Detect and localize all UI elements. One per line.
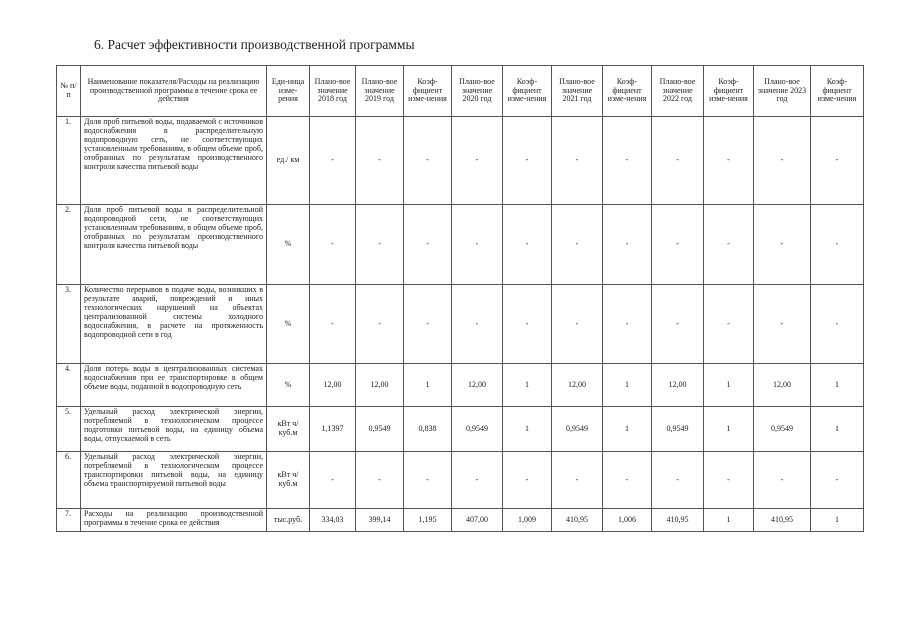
- value-cell: -: [356, 285, 404, 364]
- value-cell: -: [811, 285, 864, 364]
- indicator-name: Удельный расход электрической энергии, потребляемой в технологическом процессе подготовки питьевой воды, на единицу объема воды, отпускаемой в сеть: [81, 407, 267, 452]
- header-cell: Плано-вое значение 2021 год: [552, 66, 603, 117]
- value-cell: 0,9549: [552, 407, 603, 452]
- row-number: 3.: [57, 285, 81, 364]
- value-cell: 1,1397: [310, 407, 356, 452]
- value-cell: 334,03: [310, 509, 356, 532]
- value-cell: -: [356, 205, 404, 285]
- value-cell: -: [603, 205, 652, 285]
- value-cell: 407,00: [452, 509, 503, 532]
- efficiency-table: [56, 65, 864, 532]
- header-cell: Плано-вое значение 2022 год: [652, 66, 704, 117]
- row-number: 1.: [57, 117, 81, 205]
- table-row: [57, 117, 864, 205]
- value-cell: 1: [603, 407, 652, 452]
- header-cell: Коэф-фициент изме-нения: [503, 66, 552, 117]
- value-cell: -: [310, 205, 356, 285]
- row-number: 2.: [57, 205, 81, 285]
- value-cell: -: [452, 285, 503, 364]
- value-cell: -: [704, 117, 754, 205]
- value-cell: -: [603, 452, 652, 509]
- value-cell: 0,838: [404, 407, 452, 452]
- value-cell: 1: [811, 509, 864, 532]
- indicator-name: Расходы на реализацию производственной программы в течение срока ее действия: [81, 509, 267, 532]
- row-number: 4.: [57, 364, 81, 407]
- value-cell: -: [754, 205, 811, 285]
- value-cell: 1: [704, 407, 754, 452]
- value-cell: 410,95: [652, 509, 704, 532]
- header-cell: Коэф-фициент изме-нения: [704, 66, 754, 117]
- value-cell: 410,95: [552, 509, 603, 532]
- indicator-name: Доля потерь воды в централизованных системах водоснабжения при ее транспортировке в общем объеме воды, поданной в водопроводную сеть: [81, 364, 267, 407]
- value-cell: -: [652, 205, 704, 285]
- header-cell: Плано-вое значение 2020 год: [452, 66, 503, 117]
- header-cell: Плано-вое значение 2018 год: [310, 66, 356, 117]
- header-cell: Коэф-фициент изме-нения: [811, 66, 864, 117]
- value-cell: 12,00: [310, 364, 356, 407]
- value-cell: -: [603, 117, 652, 205]
- value-cell: -: [356, 452, 404, 509]
- indicator-name: Доля проб питьевой воды в распределительной водопроводной сети, не соответствующих установленным требованиям, в общем объеме проб, отобранных по результатам производственного контроля качества питьевой воды: [81, 205, 267, 285]
- unit-cell: %: [267, 364, 310, 407]
- row-number: 5.: [57, 407, 81, 452]
- row-number: 6.: [57, 452, 81, 509]
- value-cell: -: [754, 452, 811, 509]
- value-cell: -: [652, 117, 704, 205]
- value-cell: 12,00: [552, 364, 603, 407]
- value-cell: -: [356, 117, 404, 205]
- value-cell: -: [452, 452, 503, 509]
- value-cell: 399,14: [356, 509, 404, 532]
- value-cell: 1: [503, 364, 552, 407]
- value-cell: 1: [404, 364, 452, 407]
- value-cell: 0,9549: [754, 407, 811, 452]
- table-header-row: [57, 66, 864, 117]
- value-cell: -: [811, 452, 864, 509]
- value-cell: -: [603, 285, 652, 364]
- header-cell: Плано-вое значение 2023 год: [754, 66, 811, 117]
- value-cell: -: [452, 117, 503, 205]
- value-cell: -: [704, 285, 754, 364]
- value-cell: 410,95: [754, 509, 811, 532]
- value-cell: -: [754, 285, 811, 364]
- value-cell: 1: [704, 509, 754, 532]
- header-cell: Коэф-фициент изме-нения: [404, 66, 452, 117]
- value-cell: 1,195: [404, 509, 452, 532]
- value-cell: -: [552, 205, 603, 285]
- unit-cell: ед./ км: [267, 117, 310, 205]
- value-cell: 12,00: [356, 364, 404, 407]
- value-cell: -: [652, 452, 704, 509]
- value-cell: -: [452, 205, 503, 285]
- table-row: [57, 509, 864, 532]
- value-cell: 1: [704, 364, 754, 407]
- value-cell: -: [754, 117, 811, 205]
- value-cell: -: [503, 205, 552, 285]
- value-cell: 1: [811, 364, 864, 407]
- value-cell: -: [404, 205, 452, 285]
- header-cell: Наименование показателя/Расходы на реализацию производственной программы в течение срока ее действия: [81, 66, 267, 117]
- table-row: [57, 205, 864, 285]
- value-cell: -: [503, 452, 552, 509]
- value-cell: -: [652, 285, 704, 364]
- indicator-name: Количество перерывов в подаче воды, возникших в результате аварий, повреждений и иных технологических нарушений на объектах централизованной системы холодного водоснабжения, в расчете на протяженность водопроводной сети в год: [81, 285, 267, 364]
- value-cell: 12,00: [754, 364, 811, 407]
- indicator-name: Удельный расход электрической энергии, потребляемой в технологическом процессе транспортировки питьевой воды, на единицу объема транспортируемой питьевой воды: [81, 452, 267, 509]
- header-cell: Коэф-фициент изме-нения: [603, 66, 652, 117]
- value-cell: 1,009: [503, 509, 552, 532]
- unit-cell: кВт ч/куб.м: [267, 452, 310, 509]
- header-cell: Еди-ница изме-рения: [267, 66, 310, 117]
- table-row: [57, 407, 864, 452]
- value-cell: -: [811, 117, 864, 205]
- value-cell: -: [811, 205, 864, 285]
- value-cell: -: [552, 117, 603, 205]
- value-cell: 0,9549: [356, 407, 404, 452]
- value-cell: 12,00: [652, 364, 704, 407]
- header-cell: № п/п: [57, 66, 81, 117]
- value-cell: -: [310, 285, 356, 364]
- table-row: [57, 285, 864, 364]
- value-cell: 1,006: [603, 509, 652, 532]
- indicator-name: Доля проб питьевой воды, подаваемой с источников водоснабжения в распределительную водопроводную сеть, не соответствующих установленным требованиям, в общем объеме проб, отобранных по результатам производственного контроля качества питьевой воды: [81, 117, 267, 205]
- page-title: 6. Расчет эффективности производственной программы: [94, 37, 415, 52]
- value-cell: 1: [503, 407, 552, 452]
- value-cell: -: [704, 452, 754, 509]
- value-cell: -: [552, 285, 603, 364]
- row-number: 7.: [57, 509, 81, 532]
- table-row: [57, 452, 864, 509]
- value-cell: 0,9549: [452, 407, 503, 452]
- value-cell: -: [310, 452, 356, 509]
- unit-cell: %: [267, 285, 310, 364]
- unit-cell: кВт ч/куб.м: [267, 407, 310, 452]
- value-cell: -: [404, 117, 452, 205]
- value-cell: 1: [603, 364, 652, 407]
- value-cell: -: [404, 452, 452, 509]
- unit-cell: тыс.руб.: [267, 509, 310, 532]
- value-cell: -: [404, 285, 452, 364]
- header-cell: Плано-вое значение 2019 год: [356, 66, 404, 117]
- value-cell: 12,00: [452, 364, 503, 407]
- value-cell: -: [503, 285, 552, 364]
- value-cell: 0,9549: [652, 407, 704, 452]
- table-row: [57, 364, 864, 407]
- value-cell: -: [503, 117, 552, 205]
- unit-cell: %: [267, 205, 310, 285]
- value-cell: -: [552, 452, 603, 509]
- value-cell: 1: [811, 407, 864, 452]
- value-cell: -: [704, 205, 754, 285]
- value-cell: -: [310, 117, 356, 205]
